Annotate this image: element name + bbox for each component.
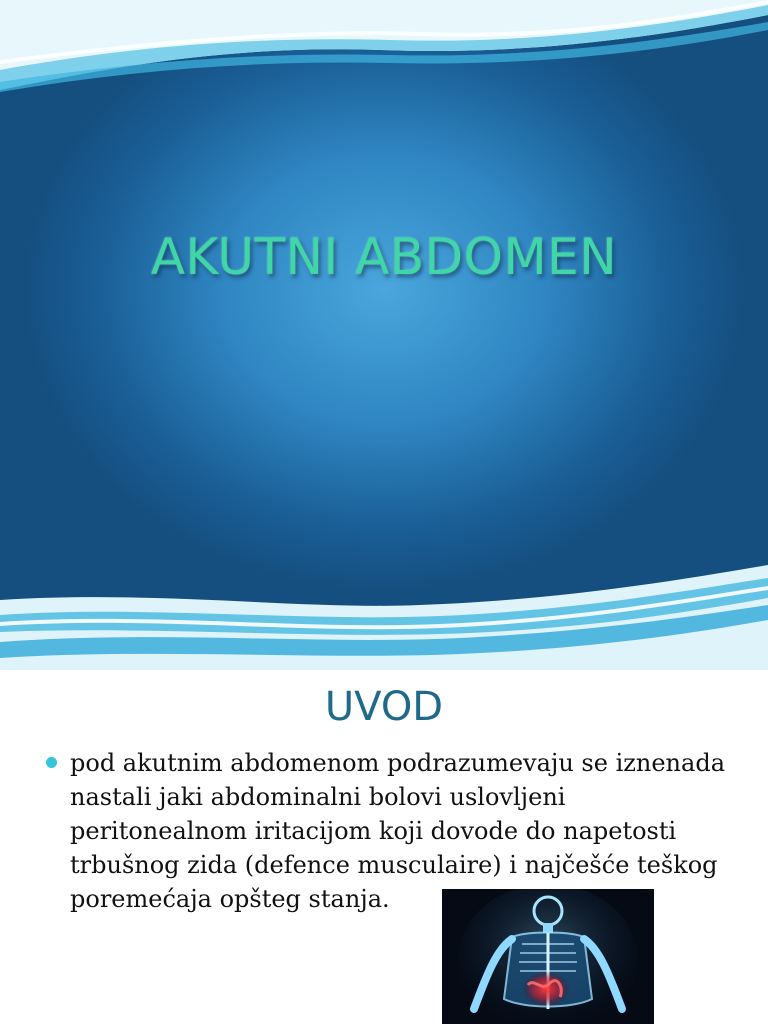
bullet-text: pod akutnim abdomenom podrazumevaju se iznenada nastali jaki abdominalni bolovi uslovljeni peritonealnom iritacijom koji dovode do napetosti trbušnog zida (defence musculaire) i najčešće teškog poremećaja opšteg stanja. xyxy=(70,749,725,913)
bottom-wave-decoration xyxy=(0,560,768,670)
bullet-icon xyxy=(46,757,57,768)
x-ray-body-image xyxy=(442,889,654,1024)
slide-heading: UVOD xyxy=(324,684,444,730)
top-wave-decoration xyxy=(0,0,768,110)
content-slide xyxy=(0,670,768,1024)
slide-title: AKUTNI ABDOMEN xyxy=(150,228,618,286)
